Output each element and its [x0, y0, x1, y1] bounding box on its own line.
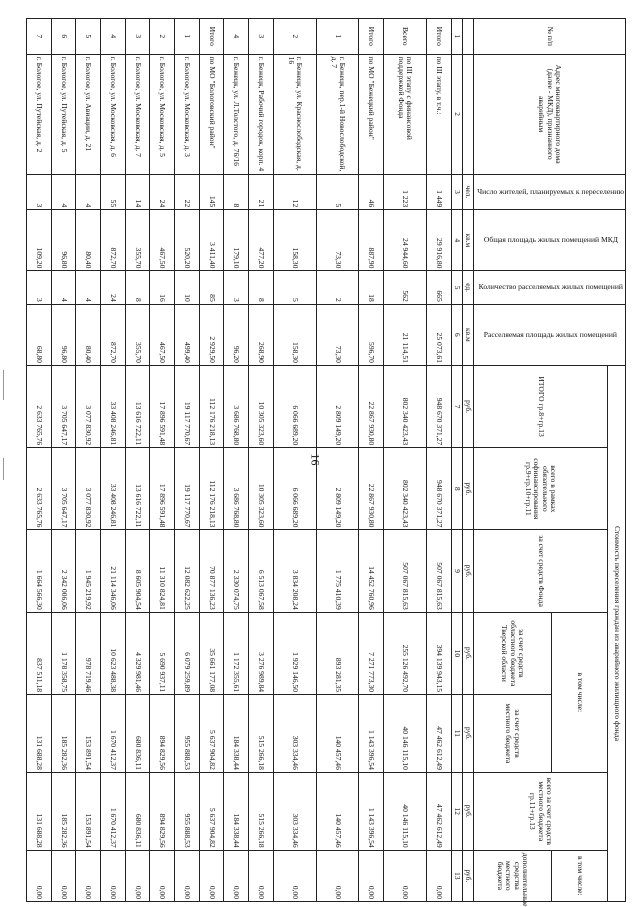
value-cell: 109,20 [26, 210, 51, 271]
value-cell: 520,20 [175, 210, 200, 271]
value-cell: 394 139 943,15 [426, 612, 451, 694]
table-row [150, 19, 175, 902]
value-cell: 2 809 149,20 [316, 365, 359, 447]
header-area-resettled: Расселяемая площадь жилых помещений [473, 304, 625, 365]
value-cell: 16 [150, 271, 175, 304]
value-cell: 0,00 [51, 850, 76, 901]
header-count-rooms: Количество расселяемых жилых помещений [473, 271, 625, 304]
row-number-cell: Итого [359, 19, 384, 55]
value-cell: 145 [199, 174, 224, 210]
value-cell: 0,00 [384, 850, 427, 901]
row-number-cell: 3 [249, 19, 274, 55]
row-number-cell: 4 [224, 19, 249, 55]
column-numbers-row: 1 2 3 4 5 6 7 8 9 10 11 12 13 [451, 19, 462, 902]
value-cell: 507 067 815,63 [426, 530, 451, 612]
header-total: ИТОГО гр.8+гр.13 [473, 365, 607, 447]
value-cell: 0,00 [273, 850, 316, 901]
value-cell: 21 114 346,06 [101, 530, 126, 612]
table-row [199, 19, 224, 902]
address-cell: г. Бежецк, ул. Л.Толстого, д. 76/16 [224, 54, 249, 174]
value-cell: 158,30 [273, 210, 316, 271]
address-cell: г. Бологое, ул. Авиации, д. 21 [76, 54, 101, 174]
value-cell: 8 605 904,54 [125, 530, 150, 612]
value-cell: 22 867 930,80 [359, 448, 384, 530]
header-in-that-number: в том числе: [551, 612, 607, 772]
value-cell: 153 891,54 [76, 695, 101, 773]
value-cell: 4 329 981,46 [125, 612, 150, 694]
value-cell: 96,20 [224, 304, 249, 365]
value-cell: 35 661 177,08 [199, 612, 224, 694]
scan-edge-mark [3, 370, 4, 400]
value-cell: 515 266,18 [249, 772, 274, 850]
value-cell: 680 836,11 [125, 772, 150, 850]
table-body [26, 19, 451, 902]
value-cell: 80,40 [76, 210, 101, 271]
table-row [76, 19, 101, 902]
value-cell: 0,00 [150, 850, 175, 901]
value-cell: 112 176 218,13 [199, 365, 224, 447]
units-row: чел. кв.м ед. кв.м руб. руб. руб. руб. руб. руб. руб. [462, 19, 473, 902]
value-cell: 2 633 765,76 [26, 448, 51, 530]
row-number-cell: Всего [384, 19, 427, 55]
value-cell: 10 [175, 271, 200, 304]
address-cell: г. Бежецк, Рабочий городок, корп. 4 [249, 54, 274, 174]
row-number-cell: Итого [426, 19, 451, 55]
value-cell: 80,40 [76, 304, 101, 365]
resettlement-table [26, 18, 626, 907]
value-cell: 5 637 904,82 [199, 695, 224, 773]
address-cell: г. Бологое, ул. Московская, д. 3 [175, 54, 200, 174]
value-cell: 14 [125, 174, 150, 210]
value-cell: 2 929,50 [199, 304, 224, 365]
header-additional-local: дополнительные средства местного бюджета [473, 850, 551, 901]
value-cell: 0,00 [26, 850, 51, 901]
value-cell: 55 [101, 174, 126, 210]
value-cell: 4 [76, 271, 101, 304]
value-cell: 21 [249, 174, 274, 210]
value-cell: 562 [384, 271, 427, 304]
value-cell: 5 690 937,11 [150, 612, 175, 694]
value-cell: 22 867 930,80 [359, 365, 384, 447]
value-cell: 303 334,46 [273, 772, 316, 850]
value-cell: 10 305 323,60 [249, 365, 274, 447]
value-cell: 5 637 904,82 [199, 772, 224, 850]
value-cell: 47 462 612,49 [426, 695, 451, 773]
value-cell: 131 688,28 [26, 695, 51, 773]
table-row [51, 19, 76, 902]
value-cell: 21 114,51 [384, 304, 427, 365]
value-cell: 29 916,80 [426, 210, 451, 271]
value-cell: 46 [359, 174, 384, 210]
value-cell: 4 [51, 271, 76, 304]
value-cell: 802 340 423,43 [384, 448, 427, 530]
row-number-cell: 1 [175, 19, 200, 55]
value-cell: 948 670 371,27 [426, 365, 451, 447]
address-cell: по III этапу с финансовой поддержкой Фонда [384, 54, 427, 174]
rotated-table-container [34, 18, 626, 907]
value-cell: 355,70 [125, 304, 150, 365]
value-cell: 1 929 146,50 [273, 612, 316, 694]
value-cell: 19 117 770,67 [175, 365, 200, 447]
value-cell: 8 [224, 174, 249, 210]
value-cell: 0,00 [101, 850, 126, 901]
value-cell: 0,00 [426, 850, 451, 901]
header-cofin-total: всего в рамках обязательного софинансирования гр.9+гр.10+гр.11 [473, 448, 607, 530]
row-number-cell: 3 [125, 19, 150, 55]
value-cell: 680 836,11 [125, 695, 150, 773]
value-cell: 3 077 830,92 [76, 448, 101, 530]
value-cell: 477,20 [249, 210, 274, 271]
value-cell: 153 891,54 [76, 772, 101, 850]
value-cell: 0,00 [199, 850, 224, 901]
address-cell: по III этапу, в т.ч.: [426, 54, 451, 174]
value-cell: 948 670 371,27 [426, 448, 451, 530]
value-cell: 802 340 423,43 [384, 365, 427, 447]
header-cost-group: Стоимость переселения граждан из аварийного жилищного фонда [608, 365, 626, 901]
value-cell: 0,00 [316, 850, 359, 901]
value-cell: 2 [316, 271, 359, 304]
value-cell: 3 705 647,17 [51, 365, 76, 447]
table-row [101, 19, 126, 902]
value-cell: 0,00 [249, 850, 274, 901]
row-number-cell: 2 [150, 19, 175, 55]
address-cell: г. Бологое, ул. Московская, д. 5 [150, 54, 175, 174]
value-cell: 1 178 358,75 [51, 612, 76, 694]
value-cell: 8 [125, 271, 150, 304]
scan-edge-mark [3, 458, 4, 480]
value-cell: 0,00 [175, 850, 200, 901]
value-cell: 1 223 [384, 174, 427, 210]
value-cell: 2 330 074,75 [224, 530, 249, 612]
value-cell: 185 282,36 [51, 695, 76, 773]
value-cell: 955 888,53 [175, 695, 200, 773]
value-cell: 1 449 [426, 174, 451, 210]
table-row [26, 19, 51, 902]
value-cell: 68,80 [26, 304, 51, 365]
value-cell: 8 [249, 271, 274, 304]
value-cell: 24 944,60 [384, 210, 427, 271]
table-row [384, 19, 427, 902]
value-cell: 184 338,44 [224, 772, 249, 850]
value-cell: 4 [76, 174, 101, 210]
value-cell: 40 146 115,10 [384, 772, 427, 850]
table-row [125, 19, 150, 902]
address-cell: г. Бологое, ул. Путейская, д. 2 [26, 54, 51, 174]
address-cell: г. Бологое, ул. Московская, д. 6 [101, 54, 126, 174]
header-local: за счет средств местного бюджета [473, 695, 551, 773]
value-cell: 3 686 768,80 [224, 448, 249, 530]
address-cell: г. Бологое, ул. Московская, д. 7 [125, 54, 150, 174]
value-cell: 2 342 006,06 [51, 530, 76, 612]
row-number-cell: 5 [76, 19, 101, 55]
value-cell: 25 073,61 [426, 304, 451, 365]
value-cell: 5 [273, 271, 316, 304]
header-in-that-number-2: в том числе: [551, 850, 607, 901]
address-cell: по МО "Бологовский район" [199, 54, 224, 174]
value-cell: 131 688,28 [26, 772, 51, 850]
value-cell: 894 829,56 [150, 772, 175, 850]
address-cell: г. Бежецк, пер.1-й Новослободской, д. 7 [316, 54, 359, 174]
value-cell: 2 809 149,20 [316, 448, 359, 530]
value-cell: 158,30 [273, 304, 316, 365]
value-cell: 2 633 765,76 [26, 365, 51, 447]
value-cell: 3 [224, 271, 249, 304]
address-cell: по МО "Бежецкий район" [359, 54, 384, 174]
value-cell: 185 282,36 [51, 772, 76, 850]
value-cell: 85 [199, 271, 224, 304]
value-cell: 303 334,46 [273, 695, 316, 773]
value-cell: 3 077 830,92 [76, 365, 101, 447]
value-cell: 467,50 [150, 210, 175, 271]
value-cell: 112 176 218,13 [199, 448, 224, 530]
value-cell: 507 067 815,63 [384, 530, 427, 612]
header-address: Адрес многоквартирного дома (далее - МКД), признанного аварийным [473, 54, 625, 174]
value-cell: 22 [175, 174, 200, 210]
value-cell: 887,90 [359, 210, 384, 271]
table-row [224, 19, 249, 902]
value-cell: 184 338,44 [224, 695, 249, 773]
table-row [273, 19, 316, 902]
value-cell: 6 513 067,58 [249, 530, 274, 612]
header-no: № п/п [473, 19, 625, 55]
value-cell: 96,80 [51, 304, 76, 365]
row-number-cell: 1 [316, 19, 359, 55]
value-cell: 872,70 [101, 304, 126, 365]
row-number-cell: 6 [51, 19, 76, 55]
value-cell: 978 719,46 [76, 612, 101, 694]
value-cell: 1 670 412,37 [101, 695, 126, 773]
value-cell: 1 664 566,30 [26, 530, 51, 612]
value-cell: 179,10 [224, 210, 249, 271]
value-cell: 24 [101, 271, 126, 304]
value-cell: 665 [426, 271, 451, 304]
header-local-total: всего за счет средств местного бюджета гр.11+гр.13 [473, 772, 607, 850]
value-cell: 70 877 136,23 [199, 530, 224, 612]
value-cell: 140 457,46 [316, 772, 359, 850]
value-cell: 19 117 770,67 [175, 448, 200, 530]
value-cell: 14 452 760,96 [359, 530, 384, 612]
value-cell: 872,70 [101, 210, 126, 271]
page-number: 16 [308, 453, 323, 466]
value-cell: 894 829,56 [150, 695, 175, 773]
value-cell: 1 945 219,92 [76, 530, 101, 612]
value-cell: 17 896 591,48 [150, 365, 175, 447]
value-cell: 96,80 [51, 210, 76, 271]
header-area-total: Общая площадь жилых помещений МКД [473, 210, 625, 271]
value-cell: 4 [51, 174, 76, 210]
value-cell: 17 896 591,48 [150, 448, 175, 530]
value-cell: 596,70 [359, 304, 384, 365]
header-fund: за счет средств Фонда [473, 530, 607, 612]
value-cell: 7 271 773,30 [359, 612, 384, 694]
value-cell: 40 146 115,10 [384, 695, 427, 773]
value-cell: 467,50 [150, 304, 175, 365]
table-row [359, 19, 384, 902]
header-residents: Число жителей, планируемых к переселению [473, 174, 625, 210]
value-cell: 12 [273, 174, 316, 210]
value-cell: 255 126 492,70 [384, 612, 427, 694]
address-cell: г. Бологое, ул. Путейская, д. 5 [51, 54, 76, 174]
address-cell: г. Бежецк, ул. Краснослободская, д. 16 [273, 54, 316, 174]
row-number-cell: 2 [273, 19, 316, 55]
value-cell: 33 408 246,81 [101, 365, 126, 447]
value-cell: 355,70 [125, 210, 150, 271]
document-page [34, 18, 626, 907]
value-cell: 1 670 412,37 [101, 772, 126, 850]
row-number-cell: 7 [26, 19, 51, 55]
value-cell: 47 462 612,49 [426, 772, 451, 850]
value-cell: 140 457,46 [316, 695, 359, 773]
value-cell: 0,00 [224, 850, 249, 901]
table-row [316, 19, 359, 902]
value-cell: 6 066 689,20 [273, 448, 316, 530]
value-cell: 10 305 323,60 [249, 448, 274, 530]
row-number-cell: 4 [101, 19, 126, 55]
value-cell: 3 705 647,17 [51, 448, 76, 530]
value-cell: 18 [359, 271, 384, 304]
value-cell: 0,00 [359, 850, 384, 901]
value-cell: 3 [26, 271, 51, 304]
value-cell: 73,30 [316, 304, 359, 365]
value-cell: 268,90 [249, 304, 274, 365]
value-cell: 5 [316, 174, 359, 210]
value-cell: 1 172 355,61 [224, 612, 249, 694]
value-cell: 24 [150, 174, 175, 210]
value-cell: 6 066 689,20 [273, 365, 316, 447]
value-cell: 1 143 396,54 [359, 695, 384, 773]
table-row [426, 19, 451, 902]
value-cell: 12 082 622,25 [175, 530, 200, 612]
value-cell: 515 266,18 [249, 695, 274, 773]
value-cell: 3 [26, 174, 51, 210]
value-cell: 6 079 259,89 [175, 612, 200, 694]
value-cell: 33 408 246,81 [101, 448, 126, 530]
table-row [175, 19, 200, 902]
value-cell: 837 511,18 [26, 612, 51, 694]
value-cell: 3 834 208,24 [273, 530, 316, 612]
value-cell: 11 310 824,81 [150, 530, 175, 612]
value-cell: 3 411,40 [199, 210, 224, 271]
value-cell: 0,00 [125, 850, 150, 901]
value-cell: 73,30 [316, 210, 359, 271]
value-cell: 1 775 410,39 [316, 530, 359, 612]
value-cell: 499,40 [175, 304, 200, 365]
value-cell: 955 888,53 [175, 772, 200, 850]
value-cell: 1 143 396,54 [359, 772, 384, 850]
table-row [249, 19, 274, 902]
value-cell: 13 616 722,11 [125, 365, 150, 447]
header-regional: за счет средств областного бюджета Тверской области [473, 612, 551, 694]
value-cell: 0,00 [76, 850, 101, 901]
value-cell: 3 686 768,80 [224, 365, 249, 447]
value-cell: 893 281,35 [316, 612, 359, 694]
value-cell: 3 276 989,84 [249, 612, 274, 694]
row-number-cell: Итого [199, 19, 224, 55]
value-cell: 13 616 722,11 [125, 448, 150, 530]
value-cell: 10 623 488,38 [101, 612, 126, 694]
